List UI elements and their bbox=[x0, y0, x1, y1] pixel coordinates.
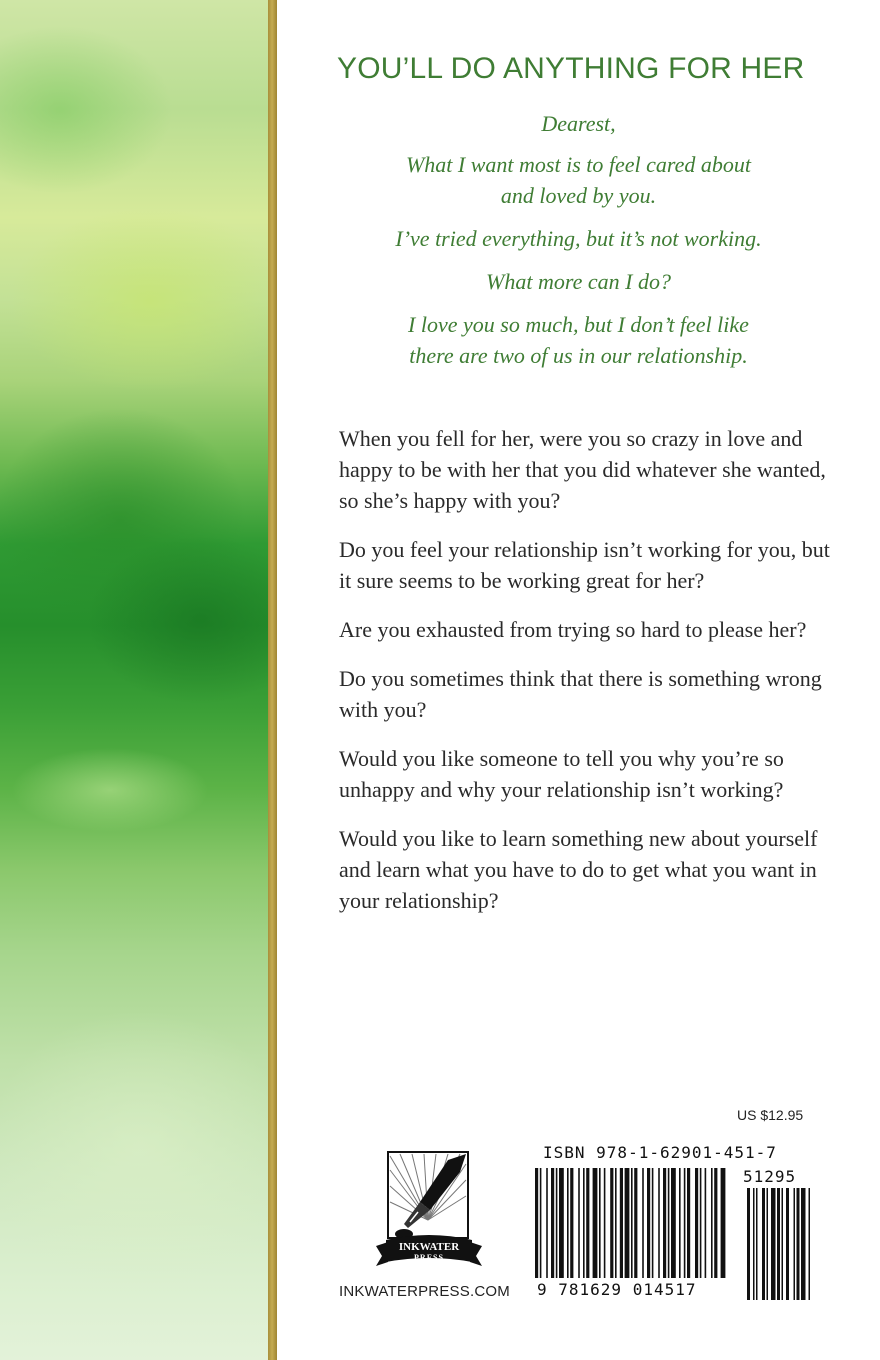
barcode-bar bbox=[615, 1168, 617, 1278]
publisher-logo bbox=[374, 1150, 484, 1280]
letter-line: there are two of us in our relationship. bbox=[409, 343, 748, 368]
letter-paragraph-4 bbox=[277, 309, 880, 371]
letter-salutation: Dearest, bbox=[541, 111, 616, 136]
barcode-bar bbox=[604, 1168, 606, 1278]
logo-text-press: PRESS bbox=[414, 1253, 444, 1262]
barcode-bar bbox=[625, 1168, 630, 1278]
letter-paragraph-3: What more can I do? bbox=[486, 269, 671, 294]
barcode-bar bbox=[593, 1168, 598, 1278]
barcode-bar bbox=[652, 1168, 654, 1278]
publisher-website: INKWATERPRESS.COM bbox=[339, 1283, 510, 1300]
barcode-bar bbox=[714, 1168, 717, 1278]
blurb-paragraph: Do you sometimes think that there is something wrong with you? bbox=[339, 666, 822, 722]
barcode-bar bbox=[721, 1168, 726, 1278]
barcode-bar bbox=[658, 1168, 660, 1278]
barcode-bar bbox=[642, 1168, 644, 1278]
isbn-text: ISBN 978-1-62901-451-7 bbox=[543, 1143, 777, 1162]
barcode-digits: 9 781629 014517 bbox=[537, 1280, 697, 1299]
barcode-bar bbox=[684, 1168, 686, 1278]
barcode-bar bbox=[559, 1168, 564, 1278]
blurb-paragraph: Are you exhausted from trying so hard to please her? bbox=[339, 617, 807, 642]
addon-bar bbox=[762, 1188, 765, 1300]
barcode-bar bbox=[687, 1168, 690, 1278]
barcode-bar bbox=[631, 1168, 633, 1278]
barcode-bar bbox=[546, 1168, 548, 1278]
blurb bbox=[339, 423, 839, 934]
barcode-bar bbox=[647, 1168, 650, 1278]
barcode-bar bbox=[610, 1168, 613, 1278]
addon-bar bbox=[786, 1188, 789, 1300]
barcode-bar bbox=[567, 1168, 569, 1278]
addon-bar bbox=[801, 1188, 806, 1300]
barcode-bar bbox=[586, 1168, 589, 1278]
barcode-bar bbox=[700, 1168, 702, 1278]
letter-quote bbox=[277, 108, 880, 383]
addon-bar bbox=[747, 1188, 750, 1300]
barcode-bar bbox=[578, 1168, 580, 1278]
barcode-bar bbox=[583, 1168, 585, 1278]
barcode-bar bbox=[540, 1168, 542, 1278]
addon-bar bbox=[782, 1188, 784, 1300]
barcode-bar bbox=[620, 1168, 623, 1278]
letter-line: What I want most is to feel cared about bbox=[405, 152, 752, 177]
barcode-bar bbox=[705, 1168, 707, 1278]
blurb-paragraph: Do you feel your relationship isn’t working for you, but it sure seems to be working great for her? bbox=[339, 537, 830, 593]
addon-bar bbox=[771, 1188, 776, 1300]
letter-paragraph-2: I’ve tried everything, but it’s not working. bbox=[395, 226, 762, 251]
blurb-paragraph: When you fell for her, were you so crazy in love and happy to be with her that you did whatever she wanted, so she’s happy with you? bbox=[339, 426, 826, 513]
letter-line: and loved by you. bbox=[500, 183, 657, 208]
barcode-bar bbox=[634, 1168, 637, 1278]
barcode-bar bbox=[711, 1168, 713, 1278]
blurb-paragraph: Would you like someone to tell you why you’re so unhappy and why your relationship isn’t working? bbox=[339, 746, 784, 802]
watercolor-strip bbox=[0, 0, 268, 1360]
addon-bar bbox=[767, 1188, 769, 1300]
logo-text-inkwater: INKWATER bbox=[398, 1241, 460, 1253]
barcode-bar bbox=[551, 1168, 554, 1278]
addon-bar bbox=[809, 1188, 811, 1300]
barcode-bar bbox=[679, 1168, 681, 1278]
barcode-bar bbox=[556, 1168, 558, 1278]
addon-bar bbox=[777, 1188, 780, 1300]
addon-bar bbox=[756, 1188, 758, 1300]
letter-paragraph-1 bbox=[277, 149, 880, 211]
letter-line: I love you so much, but I don’t feel like bbox=[408, 312, 749, 337]
barcode-bar bbox=[535, 1168, 538, 1278]
barcode-bar bbox=[663, 1168, 666, 1278]
back-cover-content bbox=[277, 0, 880, 1360]
price-code: 51295 bbox=[743, 1167, 797, 1186]
addon-bar bbox=[794, 1188, 796, 1300]
barcode-bar bbox=[671, 1168, 676, 1278]
gold-border bbox=[268, 0, 277, 1360]
blurb-paragraph: Would you like to learn something new about yourself and learn what you have to do to get what you want in your relationship? bbox=[339, 826, 818, 913]
barcode-bar bbox=[599, 1168, 601, 1278]
barcode-bar bbox=[695, 1168, 698, 1278]
book-title: YOU’LL DO ANYTHING FOR HER bbox=[337, 52, 805, 85]
addon-bar bbox=[797, 1188, 800, 1300]
barcode-bar bbox=[570, 1168, 573, 1278]
price-label: US $12.95 bbox=[737, 1107, 804, 1123]
addon-bar bbox=[753, 1188, 755, 1300]
barcode-bar bbox=[668, 1168, 670, 1278]
